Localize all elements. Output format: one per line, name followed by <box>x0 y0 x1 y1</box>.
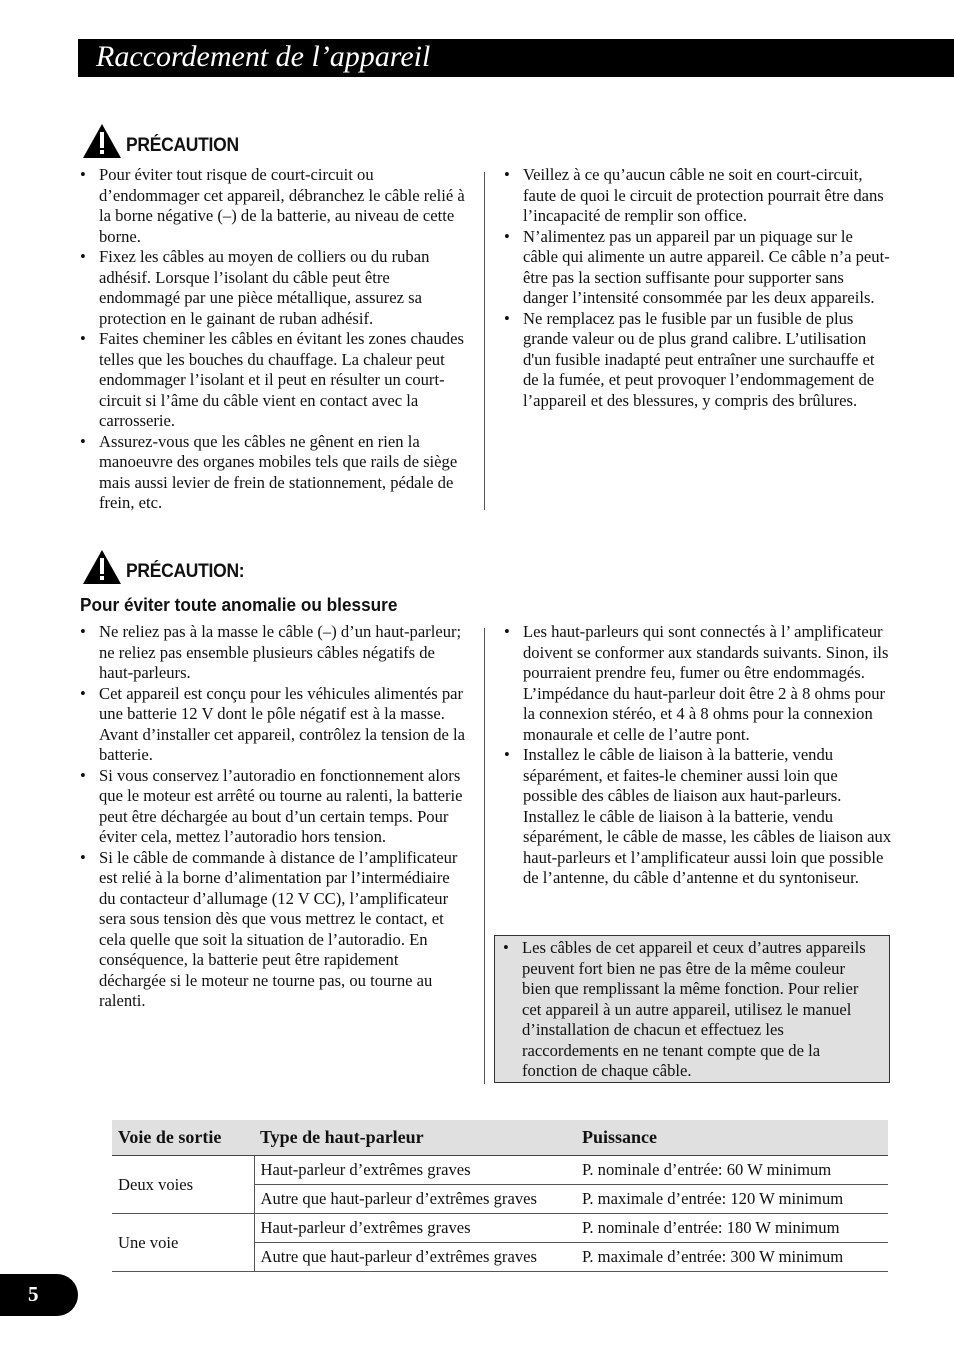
power-cell: P. maximale d’entrée: 120 W minimum <box>576 1185 888 1214</box>
caution-label: PRÉCAUTION: <box>126 561 245 582</box>
power-cell: P. nominale d’entrée: 180 W minimum <box>576 1214 888 1243</box>
caution-item: • N’alimentez pas un appareil par un piquage sur le câble qui alimente un autre appareil. Ce câble n’a peut-être pas la section suffisante pour supporter sans danger l’intensité consommée par les deux appareils. <box>504 227 892 309</box>
page-number: 5 <box>28 1282 39 1306</box>
column-header: Voie de sortie <box>112 1120 254 1156</box>
table-header-row <box>112 1120 888 1156</box>
column-header: Type de haut-parleur <box>254 1120 576 1156</box>
caution-label: PRÉCAUTION <box>126 135 239 156</box>
warning-icon <box>82 123 122 159</box>
page-number-tab <box>0 1274 78 1316</box>
table-row <box>112 1214 888 1243</box>
speaker-type-cell: Autre que haut-parleur d’extrêmes graves <box>254 1243 576 1272</box>
safety-item: • Ne reliez pas à la masse le câble (–) d’un haut-parleur; ne reliez pas ensemble plusieurs câbles négatifs de haut-parleurs. <box>80 622 468 684</box>
safety-item: • Installez le câble de liaison à la batterie, vendu séparément, et faites-le cheminer aussi loin que possible des câbles de liaison aux haut-parleurs. Installez le câble de liaison à la batterie, vendu séparément, le câble de masse, les câbles de liaison aux haut-parleurs et l’amplificateur aussi loin que possible de l’antenne, du câble d’antenne et du syntoniseur. <box>504 745 892 889</box>
speaker-type-cell: Autre que haut-parleur d’extrêmes graves <box>254 1185 576 1214</box>
column-divider <box>484 172 485 510</box>
caution-item: • Faites cheminer les câbles en évitant les zones chaudes telles que les bouches du chauffage. La chaleur peut endommager l’isolant et il peut en résulter un court-circuit si l’âme du câble vient en contact avec la carrosserie. <box>80 329 468 432</box>
speaker-type-cell: Haut-parleur d’extrêmes graves <box>254 1156 576 1185</box>
note-box <box>494 935 890 1083</box>
caution-item: • Assurez-vous que les câbles ne gênent en rien la manoeuvre des organes mobiles tels que rails de siège mais aussi levier de frein de stationnement, pédale de frein, etc. <box>80 432 468 514</box>
output-channel-cell: Deux voies <box>112 1156 254 1214</box>
caution-item: • Ne remplacez pas le fusible par un fusible de plus grande valeur ou de plus grand calibre. L’utilisation d'un fusible inadapté peut entraîner une surchauffe et de la fumée, et peut provoquer l’endommagement de l’appareil et des blessures, y compris des brûlures. <box>504 309 892 412</box>
header-bar <box>78 39 954 77</box>
caution-item: • Pour éviter tout risque de court-circuit ou d’endommager cet appareil, débranchez le câble relié à la borne négative (–) de la batterie, au niveau de cette borne. <box>80 165 468 247</box>
safety-item: • Si le câble de commande à distance de l’amplificateur est relié à la borne d’alimentation par l’intermédiaire du contacteur d’allumage (12 V CC), l’amplificateur sera sous tension dès que vous mettrez le contact, et cela quelle que soit la situation de l’autoradio. En conséquence, la batterie peut être rapidement déchargée si le moteur ne tourne pas, ou tourne au ralenti. <box>80 848 468 1012</box>
speaker-power-table <box>112 1120 888 1272</box>
page-title: Raccordement de l’appareil <box>96 40 431 73</box>
safety-list-left <box>80 622 468 1012</box>
column-header: Puissance <box>576 1120 888 1156</box>
caution-list-left <box>80 165 468 514</box>
safety-list-right <box>504 622 892 889</box>
note-item: • Les câbles de cet appareil et ceux d’autres appareils peuvent fort bien ne pas être de la même couleur bien que remplissant la même fonction. Pour relier cet appareil à un autre appareil, utilisez le manuel d’installation de chacun et effectuez les raccordements en ne tenant compte que de la fonction de chaque câble. <box>503 938 873 1082</box>
warning-icon <box>82 549 122 585</box>
caution-subheading: Pour éviter toute anomalie ou blessure <box>80 594 398 615</box>
speaker-type-cell: Haut-parleur d’extrêmes graves <box>254 1214 576 1243</box>
power-cell: P. maximale d’entrée: 300 W minimum <box>576 1243 888 1272</box>
column-divider <box>484 628 485 1084</box>
table-row <box>112 1156 888 1185</box>
note-list <box>503 938 873 1082</box>
safety-item: • Si vous conservez l’autoradio en fonctionnement alors que le moteur est arrêté ou tourne au ralenti, la batterie peut être déchargée au bout d’un certain temps. Pour éviter cela, mettez l’autoradio hors tension. <box>80 766 468 848</box>
caution-list-right <box>504 165 892 411</box>
safety-item: • Cet appareil est conçu pour les véhicules alimentés par une batterie 12 V dont le pôle négatif est à la masse. Avant d’installer cet appareil, contrôlez la tension de la batterie. <box>80 684 468 766</box>
power-cell: P. nominale d’entrée: 60 W minimum <box>576 1156 888 1185</box>
caution-item: • Veillez à ce qu’aucun câble ne soit en court-circuit, faute de quoi le circuit de protection pourrait être dans l’incapacité de remplir son office. <box>504 165 892 227</box>
caution-item: • Fixez les câbles au moyen de colliers ou du ruban adhésif. Lorsque l’isolant du câble peut être endommagé par une pièce métallique, assurez sa protection en le gainant de ruban adhésif. <box>80 247 468 329</box>
output-channel-cell: Une voie <box>112 1214 254 1272</box>
safety-item: • Les haut-parleurs qui sont connectés à l’ amplificateur doivent se conformer aux standards suivants. Sinon, ils pourraient prendre feu, fumer ou être endommagés. L’impédance du haut-parleur doit être 2 à 8 ohms pour la connexion stéréo, et 4 à 8 ohms pour la connexion monaurale et celle de l’autre pont. <box>504 622 892 745</box>
